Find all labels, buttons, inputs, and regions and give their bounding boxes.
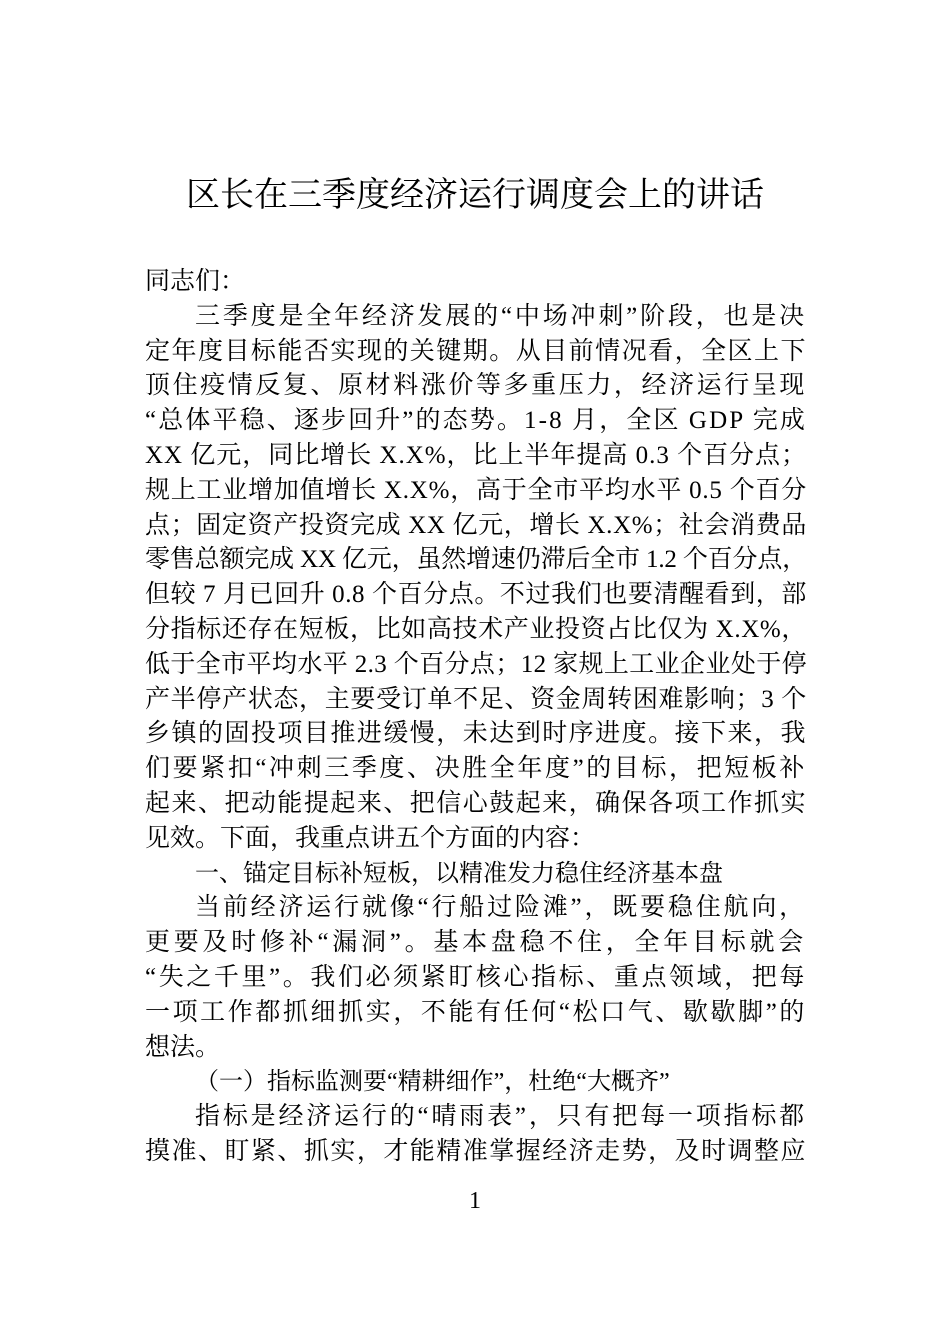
text-line bbox=[145, 265, 807, 300]
text-line-content: 产半停产状态，主要受订单不足、资金周转困难影响；3 个 bbox=[145, 685, 807, 713]
text-line-content: XX 亿元，同比增长 X.X%，比上半年提高 0.3 个百分点； bbox=[145, 441, 807, 469]
text-line bbox=[145, 648, 807, 683]
document-title: 区长在三季度经济运行调度会上的讲话 bbox=[186, 176, 764, 214]
text-line bbox=[145, 369, 807, 404]
text-line bbox=[145, 474, 807, 509]
text-line bbox=[145, 439, 807, 474]
text-line-content: 更要及时修补“漏洞”。基本盘稳不住，全年目标就会 bbox=[145, 929, 807, 957]
text-line-content: 摸准、盯紧、抓实，才能精准掌握经济走势，及时调整应 bbox=[145, 1137, 807, 1165]
text-line-content: 想法。 bbox=[145, 1033, 221, 1061]
text-line-content: 乡镇的固投项目推进缓慢，未达到时序进度。接下来，我 bbox=[145, 720, 807, 748]
text-line-content: 顶住疫情反复、原材料涨价等多重压力，经济运行呈现 bbox=[145, 372, 807, 400]
text-line bbox=[145, 300, 807, 335]
text-line-content: 三季度是全年经济发展的“中场冲刺”阶段，也是决 bbox=[195, 302, 807, 330]
text-line-content: 见效。下面，我重点讲五个方面的内容： bbox=[145, 824, 596, 852]
page-number: 1 bbox=[469, 1188, 481, 1214]
text-line bbox=[145, 1031, 807, 1066]
text-line-content: “总体平稳、逐步回升”的态势。1-8 月，全区 GDP 完成 bbox=[145, 407, 807, 435]
text-line bbox=[145, 578, 807, 613]
section-heading: （一）指标监测要“精耕细作”，杜绝“大概齐” bbox=[195, 1069, 670, 1096]
text-line bbox=[145, 752, 807, 787]
text-line bbox=[145, 961, 807, 996]
text-line-content: “失之千里”。我们必须紧盯核心指标、重点领域，把每 bbox=[145, 963, 807, 991]
text-line bbox=[145, 543, 807, 578]
section-heading-line bbox=[145, 857, 807, 892]
text-line-content: 零售总额完成 XX 亿元，虽然增速仍滞后全市 1.2 个百分点， bbox=[145, 546, 807, 574]
text-line bbox=[145, 1135, 807, 1170]
text-line-content: 定年度目标能否实现的关键期。从目前情况看，全区上下 bbox=[145, 337, 807, 365]
text-line-content: 同志们： bbox=[145, 268, 246, 295]
text-line-content: 指标是经济运行的“晴雨表”，只有把每一项指标都 bbox=[195, 1103, 807, 1131]
text-line-content: 规上工业增加值增长 X.X%，高于全市平均水平 0.5 个百分 bbox=[145, 476, 807, 504]
text-line-content: 当前经济运行就像“行船过险滩”，既要稳住航向， bbox=[195, 894, 807, 922]
section-heading-line bbox=[145, 1065, 807, 1100]
text-line bbox=[145, 404, 807, 439]
text-line-content: 低于全市平均水平 2.3 个百分点；12 家规上工业企业处于停 bbox=[145, 650, 807, 678]
text-line bbox=[145, 717, 807, 752]
text-line-content: 点；固定资产投资完成 XX 亿元，增长 X.X%；社会消费品 bbox=[145, 511, 807, 539]
text-line-content: 一项工作都抓细抓实，不能有任何“松口气、歇歇脚”的 bbox=[145, 998, 807, 1026]
text-line bbox=[145, 509, 807, 544]
text-line bbox=[145, 787, 807, 822]
text-line bbox=[145, 683, 807, 718]
text-line bbox=[145, 926, 807, 961]
text-line bbox=[145, 822, 807, 857]
text-line bbox=[145, 613, 807, 648]
text-line bbox=[145, 996, 807, 1031]
text-line-content: 分指标还存在短板，比如高技术产业投资占比仅为 X.X%， bbox=[145, 615, 807, 643]
section-heading: 一、锚定目标补短板，以精准发力稳住经济基本盘 bbox=[195, 860, 723, 887]
text-line-content: 起来、把动能提起来、把信心鼓起来，确保各项工作抓实 bbox=[145, 789, 807, 817]
document-body bbox=[145, 265, 807, 1170]
text-line-content: 们要紧扣“冲刺三季度、决胜全年度”的目标，把短板补 bbox=[145, 755, 807, 783]
text-line bbox=[145, 335, 807, 370]
text-line-content: 但较 7 月已回升 0.8 个百分点。不过我们也要清醒看到，部 bbox=[145, 581, 807, 609]
text-line bbox=[145, 1100, 807, 1135]
text-line bbox=[145, 891, 807, 926]
